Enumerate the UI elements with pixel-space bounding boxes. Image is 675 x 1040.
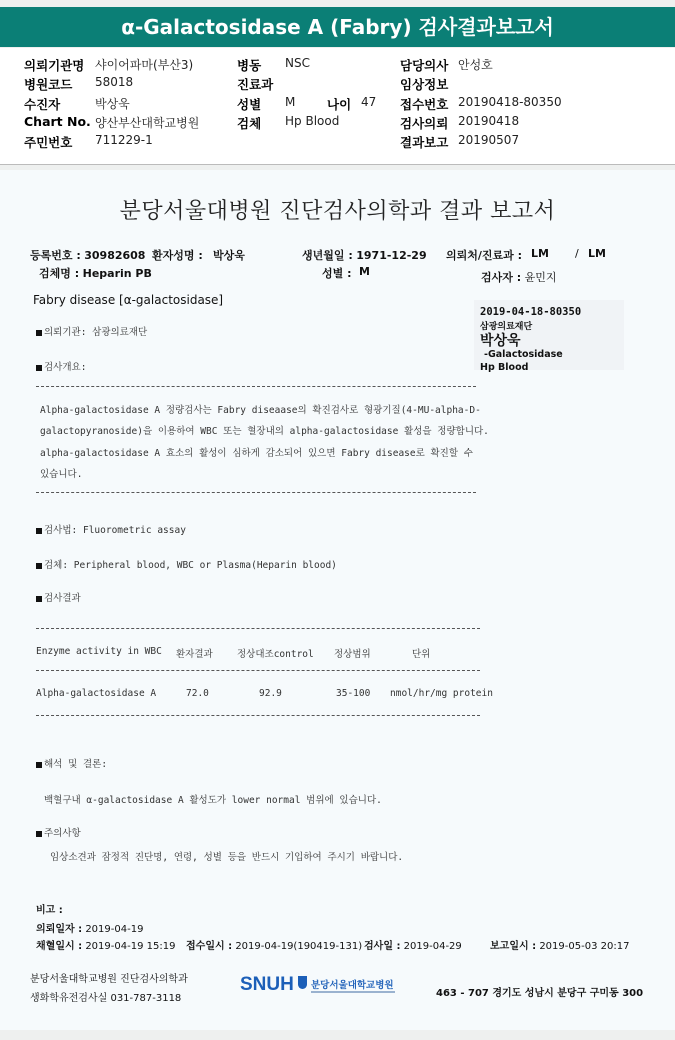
doctor-value: 안성호 (458, 58, 493, 72)
overview-line-1: Alpha-galactosidase A 정량검사는 Fabry diseaase의 확진검사로 형광기질(4-MU-alpha-D- (40, 405, 481, 416)
receipt-no-value: 20190418-80350 (458, 95, 562, 109)
institution-value: 샤이어파마(부산3) (95, 58, 194, 72)
institution-label: 의뢰기관명 (24, 58, 85, 73)
recv-value: 2019-04-19(190419-131) (235, 941, 363, 952)
report-sex-label: 성별 : (322, 267, 352, 280)
overview-heading: 검사개요: (44, 362, 87, 373)
specimen-label: 검체 (237, 116, 262, 131)
doctor-label: 담당의사 (400, 58, 449, 73)
bullet-icon (36, 596, 42, 602)
draw-label: 채혈일시 : (36, 941, 83, 952)
sex-value: M (285, 95, 296, 109)
sticker-test: -Galactosidase (484, 349, 563, 360)
snuh-logo (240, 974, 400, 998)
ward-value: NSC (285, 56, 310, 70)
result-heading: 검사결과 (44, 593, 81, 604)
bullet-icon (36, 330, 42, 336)
footer-lab: 생화학유전검사실 031-787-3118 (30, 993, 182, 1004)
patient-label: 수진자 (24, 97, 61, 112)
bullet-icon (36, 563, 42, 569)
resident-no-value: 711229-1 (95, 133, 153, 147)
dept-value-1: LM (531, 247, 549, 260)
reg-no-value: 30982608 (84, 249, 146, 262)
reg-no-label: 등록번호 : (30, 249, 81, 262)
dept-label: 의뢰처/진료과 : (446, 249, 523, 262)
sample-section: 검체: Peripheral blood, WBC or Plasma(Heparin blood) (44, 560, 337, 571)
divider (36, 628, 480, 629)
method-section: 검사법: Fluorometric assay (44, 525, 186, 536)
table-header-range: 정상범위 (334, 649, 371, 660)
divider (36, 492, 476, 493)
table-header-unit: 단위 (412, 649, 431, 660)
sticker-institution: 삼광의료재단 (480, 322, 533, 332)
test-date-value: 2019-04-29 (403, 941, 462, 952)
report-title: 분당서울대병원 진단검사의학과 결과 보고서 (119, 199, 556, 224)
table-cell-enzyme: Alpha-galactosidase A (36, 688, 157, 699)
footer-department: 분당서울대학교병원 진단검사의학과 (30, 974, 188, 985)
overview-line-2: galactopyranoside)을 이용하여 WBC 또는 혈장내의 alpha-galactosidase 활성을 정량합니다. (40, 426, 489, 437)
table-cell-control: 92.9 (259, 688, 282, 699)
overview-line-3: alpha-galactosidase A 효소의 활성이 심하게 감소되어 있으면 Fabry disease로 확진할 수 (40, 448, 473, 459)
req-date-label: 의뢰일자 : (36, 924, 83, 935)
patient-info-panel (0, 48, 675, 165)
report-date-label: 보고일시 : (490, 941, 537, 952)
tester-label: 검사자 : (481, 271, 522, 284)
table-header-control: 정상대조control (237, 649, 314, 660)
interpretation-heading: 해석 및 결론: (44, 759, 108, 770)
sticker-receipt-no: 2019-04-18-80350 (480, 306, 582, 318)
hospital-code-value: 58018 (95, 75, 134, 89)
tester-value: 윤민지 (524, 271, 557, 284)
test-date-label: 검사일 : (364, 941, 401, 952)
scanned-report (0, 170, 675, 1030)
report-sex-value: M (359, 265, 370, 278)
caution-text: 임상소견과 잠정적 진단명, 연령, 성별 등을 반드시 기입하여 주시기 바랍니다. (50, 852, 404, 863)
dob-value: 1971-12-29 (356, 249, 427, 262)
sex-label: 성별 (237, 97, 262, 112)
req-date-value: 2019-04-19 (85, 924, 144, 935)
patient-name-label: 환자성명 : (152, 249, 203, 262)
bullet-icon (36, 528, 42, 534)
caution-heading: 주의사항 (44, 828, 81, 839)
request-date-label: 검사의뢰 (400, 116, 449, 131)
test-name: Fabry disease [α-galactosidase] (33, 293, 224, 307)
divider (36, 715, 480, 716)
chart-no-value: 양산부산대학교병원 (95, 116, 200, 130)
snuh-logo-name: 분당서울대학교병원 (311, 980, 394, 991)
recv-label: 접수일시 : (186, 941, 233, 952)
interpretation-text: 백혈구내 α-galactosidase A 활성도가 lower normal 범위에 있습니다. (44, 795, 382, 806)
receipt-no-label: 접수번호 (400, 97, 449, 112)
specimen-label-sticker (474, 300, 624, 373)
sticker-specimen: Hp Blood (480, 362, 529, 373)
result-report-label: 결과보고 (400, 135, 449, 150)
patient-name-value: 박상욱 (213, 249, 245, 262)
divider (36, 670, 480, 671)
table-cell-patient: 72.0 (186, 688, 209, 699)
hospital-code-label: 병원코드 (24, 77, 73, 92)
bullet-icon (36, 762, 42, 768)
specimen-name-label: 검체명 : (39, 267, 80, 280)
patient-value: 박상욱 (95, 97, 130, 111)
specimen-name-value: Heparin PB (82, 267, 152, 280)
dob-label: 생년월일 : (302, 249, 353, 262)
specimen-value: Hp Blood (285, 114, 340, 128)
draw-value: 2019-04-19 15:19 (85, 941, 176, 952)
remarks-label: 비고 : (36, 905, 63, 916)
department-label: 진료과 (237, 77, 274, 92)
age-value: 47 (361, 95, 377, 109)
result-report-value: 20190507 (458, 133, 520, 147)
table-header-enzyme: Enzyme activity in WBC (36, 646, 162, 657)
request-date-value: 20190418 (458, 114, 520, 128)
clinical-info-label: 임상정보 (400, 77, 449, 92)
bullet-icon (36, 831, 42, 837)
table-cell-unit: nmol/hr/mg protein (390, 688, 493, 699)
logo-subline (311, 991, 395, 993)
ward-label: 병동 (237, 58, 262, 73)
table-header-patient: 환자결과 (176, 649, 213, 660)
divider (36, 386, 476, 387)
table-cell-range: 35-100 (336, 688, 371, 699)
snuh-logo-text: SNUH (240, 974, 294, 995)
dept-value-2: LM (588, 247, 606, 260)
shield-icon (298, 976, 307, 989)
dept-separator: / (575, 247, 579, 260)
chart-no-label: Chart No. (24, 114, 91, 129)
resident-no-label: 주민번호 (24, 135, 73, 150)
report-banner-title: α-Galactosidase A (Fabry) 검사결과보고서 (0, 7, 675, 47)
sticker-patient-name: 박상욱 (480, 333, 521, 349)
bullet-icon (36, 365, 42, 371)
age-label: 나이 (327, 97, 352, 112)
overview-line-4: 있습니다. (40, 469, 83, 480)
institution-section: 의뢰기관: 삼광의료재단 (44, 327, 148, 338)
hospital-address: 463 - 707 경기도 성남시 분당구 구미동 300 (436, 988, 644, 999)
report-date-value: 2019-05-03 20:17 (539, 941, 630, 952)
